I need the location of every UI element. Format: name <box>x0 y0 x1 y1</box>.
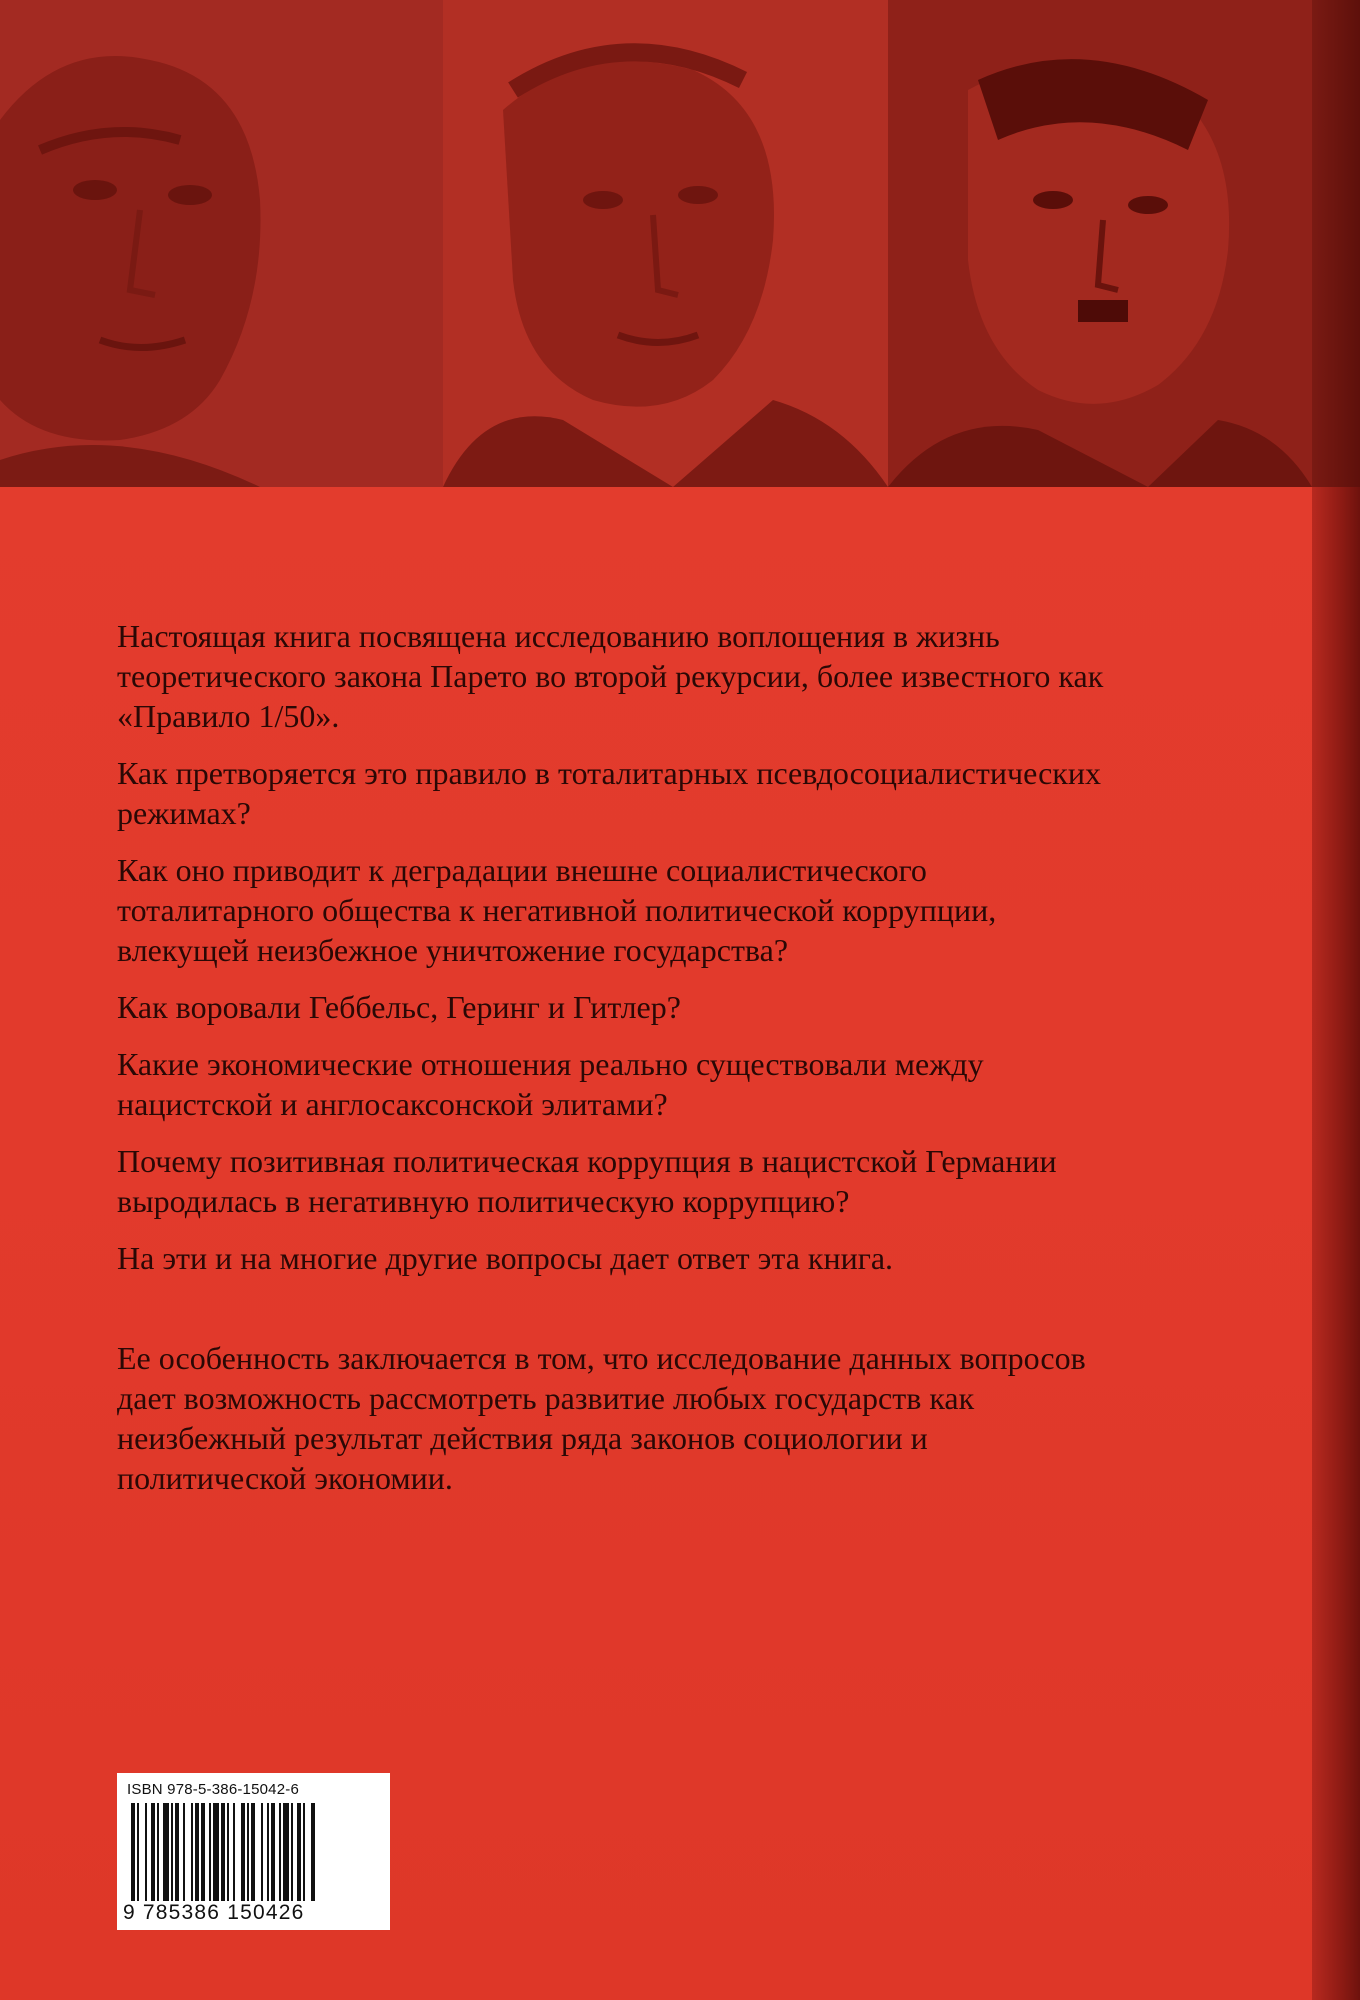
isbn-barcode <box>117 1773 390 1930</box>
blurb-paragraph: Как оно приводит к деградации внешне социалистического тоталитарного общества к негативной политической коррупции, влекущей неизбежное уничтожение государства? <box>117 852 997 968</box>
portrait-band <box>0 0 1312 487</box>
barcode-bars <box>131 1803 381 1901</box>
barcode-digits: 9 785386 150426 <box>123 1901 305 1924</box>
blurb-paragraph: Какие экономические отношения реально существовали между нацистской и англосаксонской элитами? <box>117 1046 984 1122</box>
blurb-paragraph: Ее особенность заключается в том, что исследование данных вопросов дает возможность рассмотреть развитие любых государств как неизбежный результат действия ряда законов социологии и политической экономии. <box>117 1340 1086 1496</box>
portrait-left <box>0 0 443 487</box>
isbn-label: ISBN 978-5-386-15042-6 <box>127 1781 300 1798</box>
portrait-right <box>888 0 1312 487</box>
blurb-text <box>117 616 1117 1515</box>
blurb-paragraph: Настоящая книга посвящена исследованию воплощения в жизнь теоретического закона Парето во второй рекурсии, более известного как «Правило 1/50». <box>117 618 1104 734</box>
spine-edge-upper <box>1312 0 1360 487</box>
blurb-paragraph: На эти и на многие другие вопросы дает ответ эта книга. <box>117 1240 894 1276</box>
blurb-paragraph: Как претворяется это правило в тоталитарных псевдосоциалистических режимах? <box>117 755 1101 831</box>
blurb-paragraph: Почему позитивная политическая коррупция в нацистской Германии выродилась в негативную политическую коррупцию? <box>117 1143 1057 1219</box>
blurb-paragraph: Как воровали Геббельс, Геринг и Гитлер? <box>117 989 681 1025</box>
portrait-center <box>443 0 888 487</box>
